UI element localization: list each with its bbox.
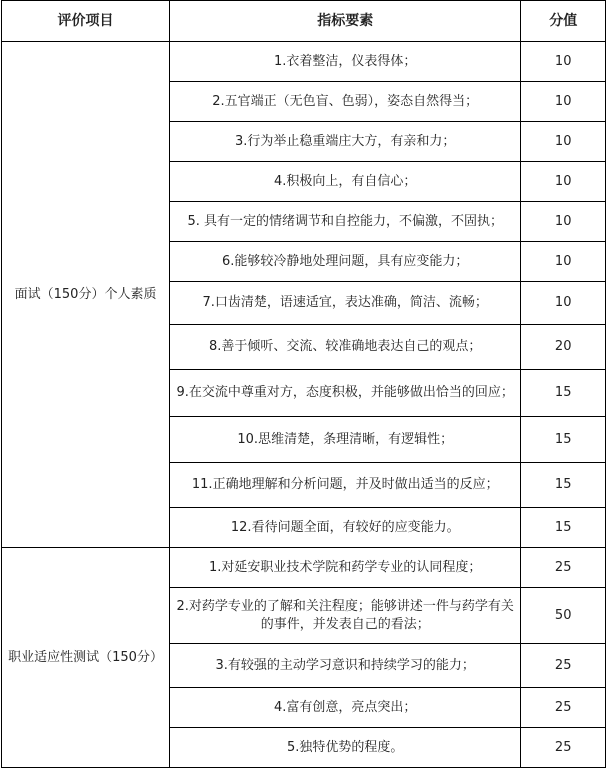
table-row [2,548,606,588]
score-cell: 10 [521,242,606,282]
score-cell: 25 [521,548,606,588]
indicator-cell: 2.五官端正（无色盲、色弱），姿态自然得当； [170,82,521,122]
evaluation-table [1,0,606,768]
score-cell: 15 [521,508,606,548]
indicator-cell: 1.衣着整洁，仪表得体； [170,42,521,82]
indicator-cell: 6.能够较冷静地处理问题，具有应变能力； [170,242,521,282]
indicator-cell: 5. 具有一定的情绪调节和自控能力，不偏激，不固执； [170,202,521,242]
score-cell: 10 [521,122,606,162]
header-score: 分值 [521,1,606,42]
indicator-cell: 5.独特优势的程度。 [170,728,521,768]
score-cell: 15 [521,370,606,417]
indicator-cell: 9.在交流中尊重对方，态度积极，并能够做出恰当的回应； [170,370,521,417]
score-cell: 25 [521,688,606,728]
score-cell: 15 [521,463,606,508]
score-cell: 10 [521,162,606,202]
indicator-cell: 8.善于倾听、交流、较准确地表达自己的观点； [170,325,521,370]
score-cell: 10 [521,42,606,82]
score-cell: 20 [521,325,606,370]
header-indicator: 指标要素 [170,1,521,42]
score-cell: 50 [521,588,606,644]
table-row [2,42,606,82]
indicator-cell: 7.口齿清楚，语速适宜，表达准确，简洁、流畅； [170,282,521,325]
indicator-cell: 4.积极向上，有自信心； [170,162,521,202]
indicator-cell: 3.行为举止稳重端庄大方，有亲和力； [170,122,521,162]
score-cell: 10 [521,202,606,242]
header-row [2,1,606,42]
category-cell-aptitude: 职业适应性测试（150分） [2,548,170,768]
indicator-cell: 11.正确地理解和分析问题，并及时做出适当的反应； [170,463,521,508]
indicator-cell: 2.对药学专业的了解和关注程度；能够讲述一件与药学有关的事件，并发表自己的看法； [170,588,521,644]
score-cell: 25 [521,728,606,768]
indicator-cell: 12.看待问题全面，有较好的应变能力。 [170,508,521,548]
category-cell-personal: 面试（150分）个人素质 [2,42,170,548]
indicator-cell: 4.富有创意，亮点突出； [170,688,521,728]
indicator-cell: 1.对延安职业技术学院和药学专业的认同程度； [170,548,521,588]
score-cell: 15 [521,417,606,463]
score-cell: 25 [521,644,606,688]
score-cell: 10 [521,82,606,122]
indicator-cell: 3.有较强的主动学习意识和持续学习的能力； [170,644,521,688]
header-category: 评价项目 [2,1,170,42]
indicator-cell: 10.思维清楚，条理清晰，有逻辑性； [170,417,521,463]
score-cell: 10 [521,282,606,325]
